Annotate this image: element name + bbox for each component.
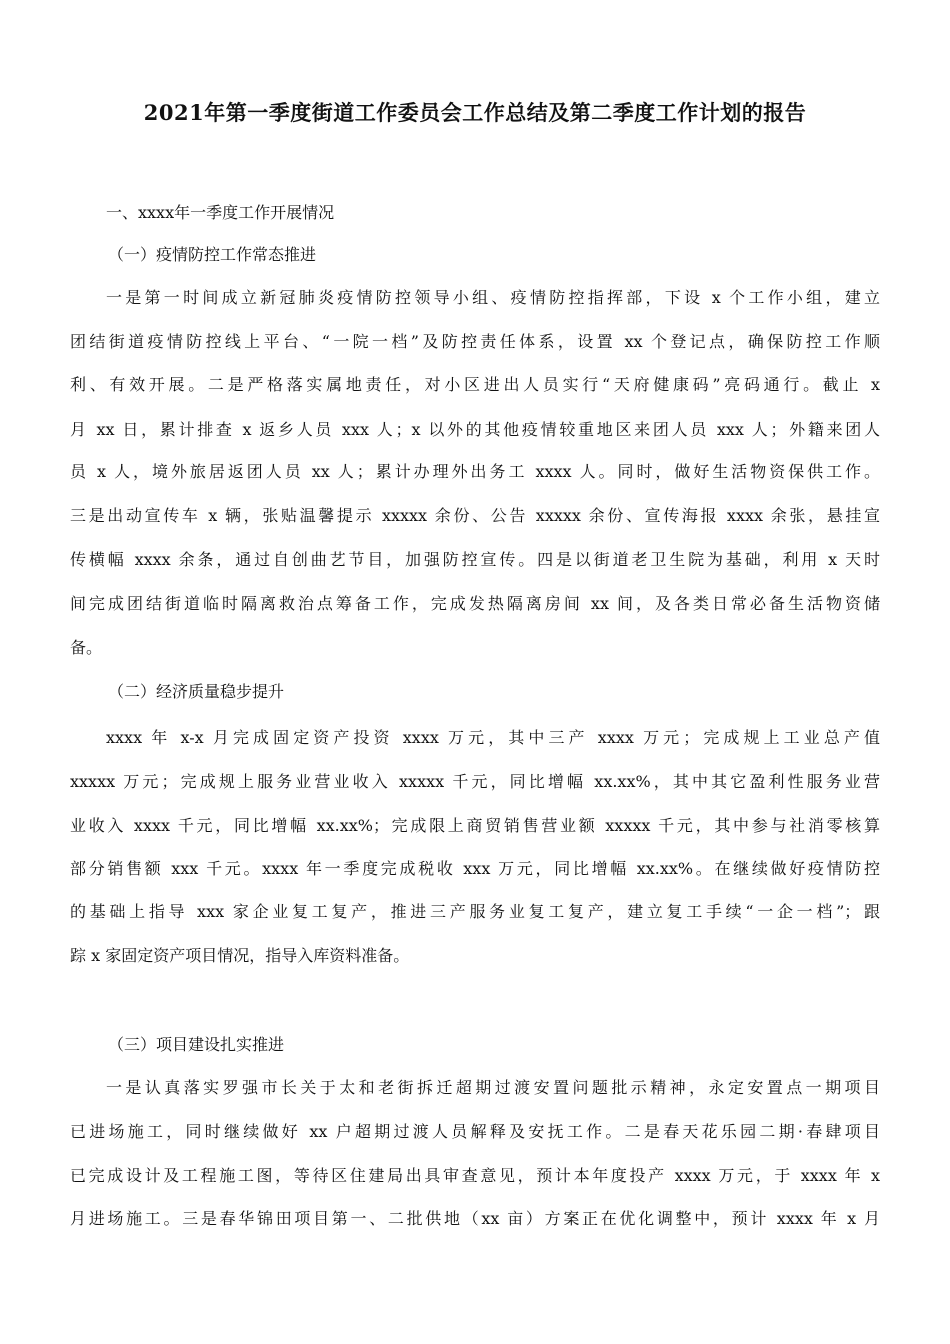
paragraph-line: 利、有效开展。二是严格落实属地责任，对小区进出人员实行“天府健康码”亮码通行。截止 x — [70, 375, 880, 394]
paragraph-line: 月进场施工。三是春华锦田项目第一、二批供地（xx 亩）方案正在优化调整中，预计 xxxx 年 x 月 — [70, 1209, 880, 1228]
section-heading: 一、xxxx年一季度工作开展情况 — [106, 203, 335, 222]
paragraph-line: 月 xx 日，累计排查 x 返乡人员 xxx 人；x 以外的其他疫情较重地区来团人员 xxx 人；外籍来团人 — [70, 420, 880, 439]
paragraph-line: 间完成团结街道临时隔离救治点筹备工作，完成发热隔离房间 xx 间，及各类日常必备生活物资储 — [70, 594, 880, 613]
paragraph-line: xxxx 年 x-x 月完成固定资产投资 xxxx 万元，其中三产 xxxx 万元；完成规上工业总产值 — [106, 728, 880, 747]
paragraph-line: 业收入 xxxx 千元，同比增幅 xx.xx%；完成限上商贸销售营业额 xxxxx 千元，其中参与社消零核算 — [70, 816, 880, 835]
paragraph-line: 一是第一时间成立新冠肺炎疫情防控领导小组、疫情防控指挥部，下设 x 个工作小组，建立 — [106, 288, 880, 307]
paragraph-line: 部分销售额 xxx 千元。xxxx 年一季度完成税收 xxx 万元，同比增幅 xx.xx%。在继续做好疫情防控 — [70, 859, 880, 878]
paragraph-line: 踪 x 家固定资产项目情况，指导入库资料准备。 — [70, 946, 410, 965]
subsection-heading: （二）经济质量稳步提升 — [108, 682, 285, 701]
paragraph-line: 一是认真落实罗强市长关于太和老街拆迁超期过渡安置问题批示精神，永定安置点一期项目 — [106, 1078, 880, 1097]
paragraph-line: 员 x 人，境外旅居返团人员 xx 人；累计办理外出务工 xxxx 人。同时，做好生活物资保供工作。 — [70, 462, 880, 481]
subsection-heading: （一）疫情防控工作常态推进 — [108, 245, 317, 264]
paragraph-line: xxxxx 万元；完成规上服务业营业收入 xxxxx 千元，同比增幅 xx.xx%，其中其它盈利性服务业营 — [70, 772, 880, 791]
paragraph-line: 已进场施工，同时继续做好 xx 户超期过渡人员解释及安抚工作。二是春天花乐园二期·春肆项目 — [70, 1122, 880, 1141]
paragraph-line: 团结街道疫情防控线上平台、“一院一档”及防控责任体系，设置 xx 个登记点，确保防控工作顺 — [70, 332, 880, 351]
document-title: 2021年第一季度街道工作委员会工作总结及第二季度工作计划的报告 — [143, 100, 807, 125]
paragraph-line: 备。 — [70, 638, 103, 657]
paragraph-line: 三是出动宣传车 x 辆，张贴温馨提示 xxxxx 余份、公告 xxxxx 余份、宣传海报 xxxx 余张，悬挂宣 — [70, 506, 880, 525]
paragraph-line: 已完成设计及工程施工图，等待区住建局出具审查意见，预计本年度投产 xxxx 万元，于 xxxx 年 x — [70, 1166, 880, 1185]
subsection-heading: （三）项目建设扎实推进 — [108, 1035, 285, 1054]
paragraph-line: 传横幅 xxxx 余条，通过自创曲艺节目，加强防控宣传。四是以街道老卫生院为基础，利用 x 天时 — [70, 550, 880, 569]
paragraph-line: 的基础上指导 xxx 家企业复工复产，推进三产服务业复工复产，建立复工手续“一企一档”；跟 — [70, 902, 880, 921]
